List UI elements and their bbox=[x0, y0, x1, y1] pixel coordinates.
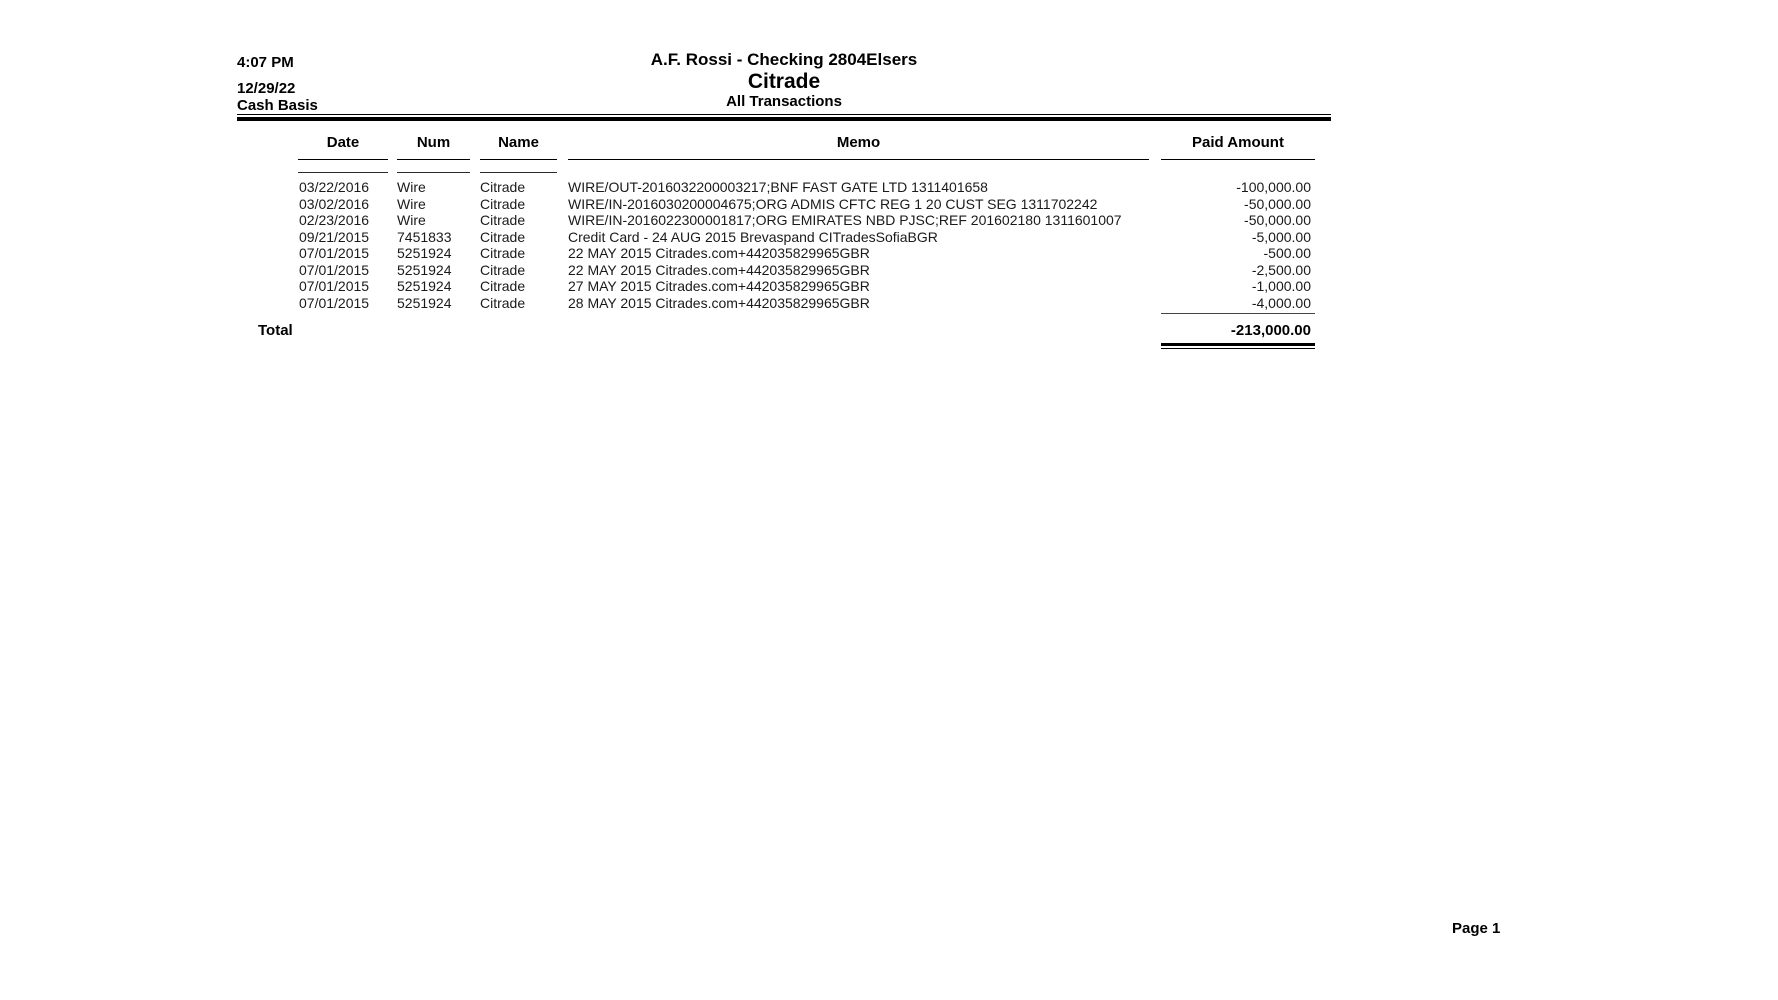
column-header-name: Name bbox=[480, 134, 557, 160]
cell-date: 03/02/2016 bbox=[299, 195, 370, 212]
cell-memo: WIRE/OUT-2016032200003217;BNF FAST GATE LTD 1311401658 bbox=[568, 179, 988, 195]
table-row bbox=[237, 179, 1331, 196]
cell-num: 5251924 bbox=[397, 261, 452, 278]
column-header-num: Num bbox=[397, 134, 470, 160]
name-column-second-underline bbox=[480, 160, 557, 173]
cell-paid-amount: -2,500.00 bbox=[1251, 261, 1311, 278]
company-name: A.F. Rossi - Checking 2804Elsers bbox=[650, 50, 918, 69]
table-row bbox=[237, 196, 1331, 213]
cell-paid-amount: -5,000.00 bbox=[1251, 228, 1311, 245]
table-row bbox=[237, 278, 1331, 295]
cell-memo: 28 MAY 2015 Citrades.com+442035829965GBR bbox=[568, 294, 870, 311]
cell-memo: WIRE/IN-2016022300001817;ORG EMIRATES NBD PJSC;REF 201602180 1311601007 bbox=[568, 212, 1122, 228]
report-content bbox=[237, 0, 1331, 1000]
cell-date: 07/01/2015 bbox=[299, 245, 370, 261]
table-row bbox=[237, 212, 1331, 229]
total-double-rule bbox=[237, 343, 1331, 349]
total-amount: -213,000.00 bbox=[1230, 322, 1311, 339]
cell-memo: 22 MAY 2015 Citrades.com+442035829965GBR bbox=[568, 245, 870, 261]
column-header-paid-amount: Paid Amount bbox=[1161, 134, 1315, 160]
table-header-row bbox=[237, 134, 1331, 173]
report-subtitle: All Transactions bbox=[726, 93, 842, 110]
page-number: Page 1 bbox=[1452, 920, 1501, 937]
cell-name: Citrade bbox=[480, 228, 526, 245]
report-title: Citrade bbox=[747, 70, 821, 93]
cell-date: 07/01/2015 bbox=[299, 261, 370, 278]
num-column-second-underline bbox=[397, 160, 470, 173]
table-row bbox=[237, 295, 1331, 312]
total-label: Total bbox=[258, 322, 293, 339]
subtotal-rule bbox=[237, 313, 1331, 314]
report-date: 12/29/22 bbox=[237, 80, 296, 97]
report-time: 4:07 PM bbox=[237, 54, 294, 71]
cell-name: Citrade bbox=[480, 195, 526, 212]
cell-name: Citrade bbox=[480, 212, 526, 228]
cell-paid-amount: -50,000.00 bbox=[1244, 212, 1311, 228]
transaction-rows bbox=[237, 179, 1331, 311]
cell-date: 07/01/2015 bbox=[299, 278, 370, 294]
cell-name: Citrade bbox=[480, 245, 526, 261]
cell-memo: 27 MAY 2015 Citrades.com+442035829965GBR bbox=[568, 278, 870, 294]
date-column-second-underline bbox=[298, 160, 388, 173]
cell-num: 5251924 bbox=[397, 278, 452, 294]
cell-num: Wire bbox=[397, 179, 426, 195]
cell-name: Citrade bbox=[480, 294, 526, 311]
cell-paid-amount: -4,000.00 bbox=[1251, 294, 1311, 311]
cell-paid-amount: -500.00 bbox=[1263, 245, 1311, 261]
cell-num: Wire bbox=[397, 195, 426, 212]
total-row bbox=[237, 322, 1331, 340]
column-header-date: Date bbox=[298, 134, 388, 160]
cell-memo: Credit Card - 24 AUG 2015 Brevaspand CITradesSofiaBGR bbox=[568, 228, 938, 245]
column-header-memo: Memo bbox=[568, 134, 1149, 160]
cell-num: 7451833 bbox=[397, 228, 452, 245]
cell-paid-amount: -100,000.00 bbox=[1236, 179, 1311, 195]
header-rule bbox=[237, 114, 1331, 121]
cell-paid-amount: -50,000.00 bbox=[1244, 195, 1311, 212]
table-row bbox=[237, 262, 1331, 279]
cell-date: 02/23/2016 bbox=[299, 212, 370, 228]
cell-paid-amount: -1,000.00 bbox=[1251, 278, 1311, 294]
table-row bbox=[237, 229, 1331, 246]
cell-name: Citrade bbox=[480, 261, 526, 278]
cell-date: 09/21/2015 bbox=[299, 228, 370, 245]
cell-date: 07/01/2015 bbox=[299, 294, 370, 311]
report-header bbox=[237, 50, 1331, 110]
cell-num: 5251924 bbox=[397, 294, 452, 311]
cell-memo: 22 MAY 2015 Citrades.com+442035829965GBR bbox=[568, 261, 870, 278]
report-basis: Cash Basis bbox=[237, 97, 318, 114]
table-row bbox=[237, 245, 1331, 262]
cell-date: 03/22/2016 bbox=[299, 179, 370, 195]
cell-memo: WIRE/IN-2016030200004675;ORG ADMIS CFTC REG 1 20 CUST SEG 1311702242 bbox=[568, 195, 1098, 212]
cell-name: Citrade bbox=[480, 179, 526, 195]
cell-name: Citrade bbox=[480, 278, 526, 294]
cell-num: 5251924 bbox=[397, 245, 452, 261]
cell-num: Wire bbox=[397, 212, 426, 228]
